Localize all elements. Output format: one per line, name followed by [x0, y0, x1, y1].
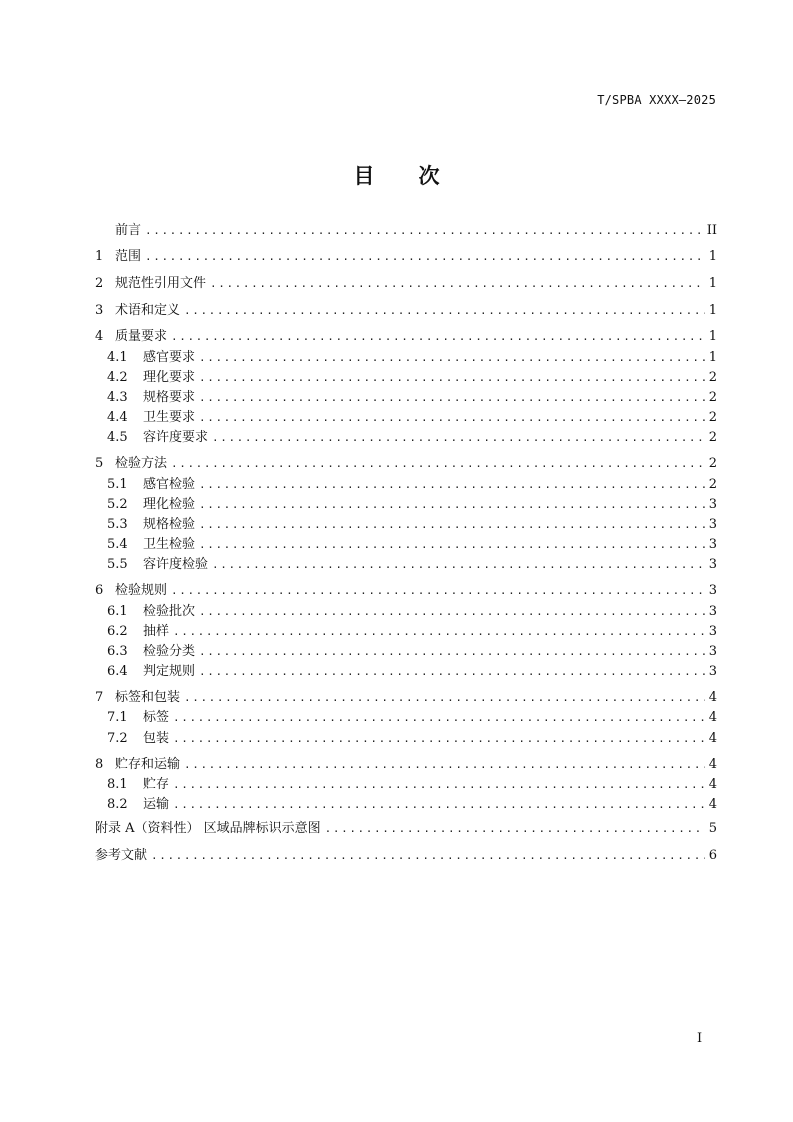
toc-title-part1: 目	[353, 163, 375, 188]
toc-entry-page: 1	[708, 249, 717, 264]
toc-entry[interactable]	[95, 796, 717, 814]
toc-leader-dots	[199, 536, 705, 554]
toc-entry-text: 贮存	[143, 777, 170, 792]
toc-leader-dots	[199, 389, 705, 407]
toc-entry-number: 6.1	[107, 604, 128, 619]
toc-entry-page: 2	[708, 390, 717, 405]
toc-entry[interactable]	[95, 248, 717, 266]
toc-leader-dots	[199, 516, 705, 534]
toc-entry-label	[95, 556, 208, 574]
toc-entry-text: 标签和包装	[115, 690, 181, 705]
toc-entry[interactable]	[95, 663, 717, 681]
toc-entry-text: 判定规则	[143, 664, 196, 679]
toc-entry-label	[95, 582, 167, 600]
toc-entry-text: 感官要求	[143, 350, 196, 365]
toc-entry-label	[95, 516, 195, 534]
toc-entry-page: 1	[708, 329, 717, 344]
toc-entry-label	[95, 603, 195, 621]
toc-entry[interactable]	[95, 275, 717, 293]
toc-entry-label	[95, 820, 321, 838]
toc-title	[0, 160, 793, 190]
toc-entry-page: 4	[708, 690, 717, 705]
toc-leader-dots	[173, 730, 705, 748]
toc-entry[interactable]	[95, 776, 717, 794]
toc-entry-number: 4.1	[107, 350, 128, 365]
toc-entry[interactable]	[95, 476, 717, 494]
toc-leader-dots	[212, 556, 705, 574]
toc-entry-text: 包装	[143, 731, 170, 746]
toc-entry[interactable]	[95, 369, 717, 387]
toc-entry[interactable]	[95, 349, 717, 367]
toc-leader-dots	[212, 429, 705, 447]
toc-entry-label	[95, 389, 195, 407]
toc-entry-number: 7.2	[107, 731, 128, 746]
toc-entry-label	[95, 429, 208, 447]
toc-entry[interactable]	[95, 536, 717, 554]
toc-entry-page: 3	[708, 557, 717, 572]
toc-entry-number: 4	[95, 329, 104, 344]
toc-entry-page: II	[706, 223, 717, 238]
toc-leader-dots	[173, 709, 705, 727]
toc-entry-label	[95, 476, 195, 494]
toc-entry[interactable]	[95, 582, 717, 600]
toc-entry-number: 4.4	[107, 410, 128, 425]
toc-entry-page: 3	[708, 644, 717, 659]
toc-entry-page: 2	[708, 456, 717, 471]
toc-entry[interactable]	[95, 623, 717, 641]
toc-entry-label	[95, 222, 141, 240]
toc-entry-label	[95, 369, 195, 387]
toc-leader-dots	[145, 248, 705, 266]
toc-entry-text: 标签	[143, 710, 170, 725]
toc-entry-text: 范围	[115, 249, 142, 264]
toc-entry[interactable]	[95, 820, 717, 838]
toc-entry-text: 规范性引用文件	[115, 276, 207, 291]
toc-entry-page: 3	[708, 664, 717, 679]
toc-entry-text: 理化检验	[143, 497, 196, 512]
toc-entry-label	[95, 776, 169, 794]
toc-leader-dots	[171, 455, 705, 473]
toc-entry-label	[95, 623, 169, 641]
toc-entry-text: 理化要求	[143, 370, 196, 385]
page-number: I	[697, 1031, 703, 1046]
toc-entry-number: 8	[95, 757, 104, 772]
toc-entry-text: 检验批次	[143, 604, 196, 619]
toc-leader-dots	[199, 496, 705, 514]
toc-entry-text: 术语和定义	[115, 303, 181, 318]
toc-leader-dots	[151, 847, 705, 865]
toc-entry[interactable]	[95, 756, 717, 774]
toc-entry-text: 检验分类	[143, 644, 196, 659]
toc-leader-dots	[199, 643, 705, 661]
toc-entry-label	[95, 847, 147, 865]
toc-leader-dots	[173, 623, 705, 641]
toc-entry-text: 检验方法	[115, 456, 168, 471]
toc-entry-label	[95, 409, 195, 427]
toc-entry-text: 抽样	[143, 624, 170, 639]
toc-entry-page: 2	[708, 410, 717, 425]
toc-entry[interactable]	[95, 556, 717, 574]
toc-entry[interactable]	[95, 709, 717, 727]
toc-leader-dots	[325, 820, 705, 838]
toc-entry-page: 3	[708, 604, 717, 619]
toc-entry-page: 6	[708, 848, 717, 863]
toc-entry-number: 5.2	[107, 497, 128, 512]
toc-entry-number: 8.1	[107, 777, 128, 792]
toc-entry[interactable]	[95, 496, 717, 514]
toc-leader-dots	[171, 582, 705, 600]
toc-leader-dots	[184, 756, 705, 774]
toc-entry-text: 前言	[115, 223, 142, 238]
toc-entry[interactable]	[95, 429, 717, 447]
toc-entry-number: 6	[95, 583, 104, 598]
toc-entry-label	[95, 730, 169, 748]
toc-entry-text: 质量要求	[115, 329, 168, 344]
toc-entry-page: 4	[708, 797, 717, 812]
toc-entry-page: 2	[708, 477, 717, 492]
toc-leader-dots	[199, 476, 705, 494]
toc-entry-page: 3	[708, 537, 717, 552]
toc-leader-dots	[199, 349, 705, 367]
toc-leader-dots	[199, 663, 705, 681]
toc-entry-page: 3	[708, 497, 717, 512]
toc-entry-number: 5.4	[107, 537, 128, 552]
toc-entry-page: 4	[708, 757, 717, 772]
toc-leader-dots	[171, 328, 705, 346]
toc-entry[interactable]	[95, 328, 717, 346]
toc-leader-dots	[199, 409, 705, 427]
toc-entry-text: 卫生检验	[143, 537, 196, 552]
toc-entry[interactable]	[95, 455, 717, 473]
toc-entry-text: 卫生要求	[143, 410, 196, 425]
toc-entry-text: 规格检验	[143, 517, 196, 532]
toc-entry[interactable]	[95, 389, 717, 407]
toc-leader-dots	[210, 275, 705, 293]
toc-entry-number: 7.1	[107, 710, 128, 725]
toc-entry-number: 4.5	[107, 430, 128, 445]
toc-entry-page: 4	[708, 777, 717, 792]
toc-entry[interactable]	[95, 643, 717, 661]
toc-entry-number: 6.3	[107, 644, 128, 659]
toc-entry-text: 贮存和运输	[115, 757, 181, 772]
toc-entry[interactable]	[95, 222, 717, 240]
toc-entry-label	[95, 643, 195, 661]
toc-entry-number: 5.5	[107, 557, 128, 572]
toc-entry-number: 6.2	[107, 624, 128, 639]
toc-entry-text: 感官检验	[143, 477, 196, 492]
toc-entry-number: 4.2	[107, 370, 128, 385]
toc-leader-dots	[184, 302, 705, 320]
toc-entry-label	[95, 709, 169, 727]
toc-entry[interactable]	[95, 409, 717, 427]
toc-entry-text: 容许度要求	[143, 430, 209, 445]
toc-entry-number: 3	[95, 303, 104, 318]
toc-entry-page: 3	[708, 624, 717, 639]
toc-entry-label	[95, 689, 180, 707]
toc-entry-page: 3	[708, 517, 717, 532]
toc-entry-number: 1	[95, 249, 104, 264]
toc-entry-number: 5.3	[107, 517, 128, 532]
toc-entry-label	[95, 455, 167, 473]
toc-entry-label	[95, 756, 180, 774]
toc-entry-label	[95, 275, 206, 293]
toc-entry-label	[95, 302, 180, 320]
toc-entry-page: 4	[708, 731, 717, 746]
toc-title-part2: 次	[418, 163, 440, 188]
toc-entry-page: 2	[708, 430, 717, 445]
toc-leader-dots	[173, 796, 705, 814]
toc-entry-text: 参考文献	[95, 848, 148, 863]
toc-entry-page: 1	[708, 350, 717, 365]
toc-entry-text: 容许度检验	[143, 557, 209, 572]
toc-entry-page: 3	[708, 583, 717, 598]
toc-entry-label	[95, 536, 195, 554]
toc-entry-number: 2	[95, 276, 104, 291]
toc-entry-number: 4.3	[107, 390, 128, 405]
toc-entry-label	[95, 349, 195, 367]
toc-entry-number: 7	[95, 690, 104, 705]
toc-entry-label	[95, 328, 167, 346]
toc-entry[interactable]	[95, 516, 717, 534]
toc-leader-dots	[184, 689, 705, 707]
toc-entry-label	[95, 796, 169, 814]
toc-leader-dots	[199, 369, 705, 387]
toc-entry-number: 5	[95, 456, 104, 471]
toc-entry-label	[95, 248, 141, 266]
toc-entry-text: 规格要求	[143, 390, 196, 405]
toc-leader-dots	[145, 222, 703, 240]
toc-entry-label	[95, 663, 195, 681]
toc-entry-number: 6.4	[107, 664, 128, 679]
document-code: T/SPBA XXXX—2025	[597, 93, 716, 107]
toc-entry-text: 检验规则	[115, 583, 168, 598]
toc-entry-number: 8.2	[107, 797, 128, 812]
toc-entry[interactable]	[95, 730, 717, 748]
toc-entry-page: 5	[708, 821, 717, 836]
toc-entry[interactable]	[95, 302, 717, 320]
toc-entry-page: 2	[708, 370, 717, 385]
toc-entry[interactable]	[95, 603, 717, 621]
toc-entry-text: 运输	[143, 797, 170, 812]
toc-entry-text: 附录 A（资料性） 区域品牌标识示意图	[95, 821, 321, 836]
toc-entry-page: 4	[708, 710, 717, 725]
toc-leader-dots	[199, 603, 705, 621]
toc-leader-dots	[173, 776, 705, 794]
toc-entry-label	[95, 496, 195, 514]
toc-entry-page: 1	[708, 303, 717, 318]
toc-entry-number: 5.1	[107, 477, 128, 492]
toc-entry-page: 1	[708, 276, 717, 291]
toc-entry[interactable]	[95, 847, 717, 865]
toc-entry[interactable]	[95, 689, 717, 707]
